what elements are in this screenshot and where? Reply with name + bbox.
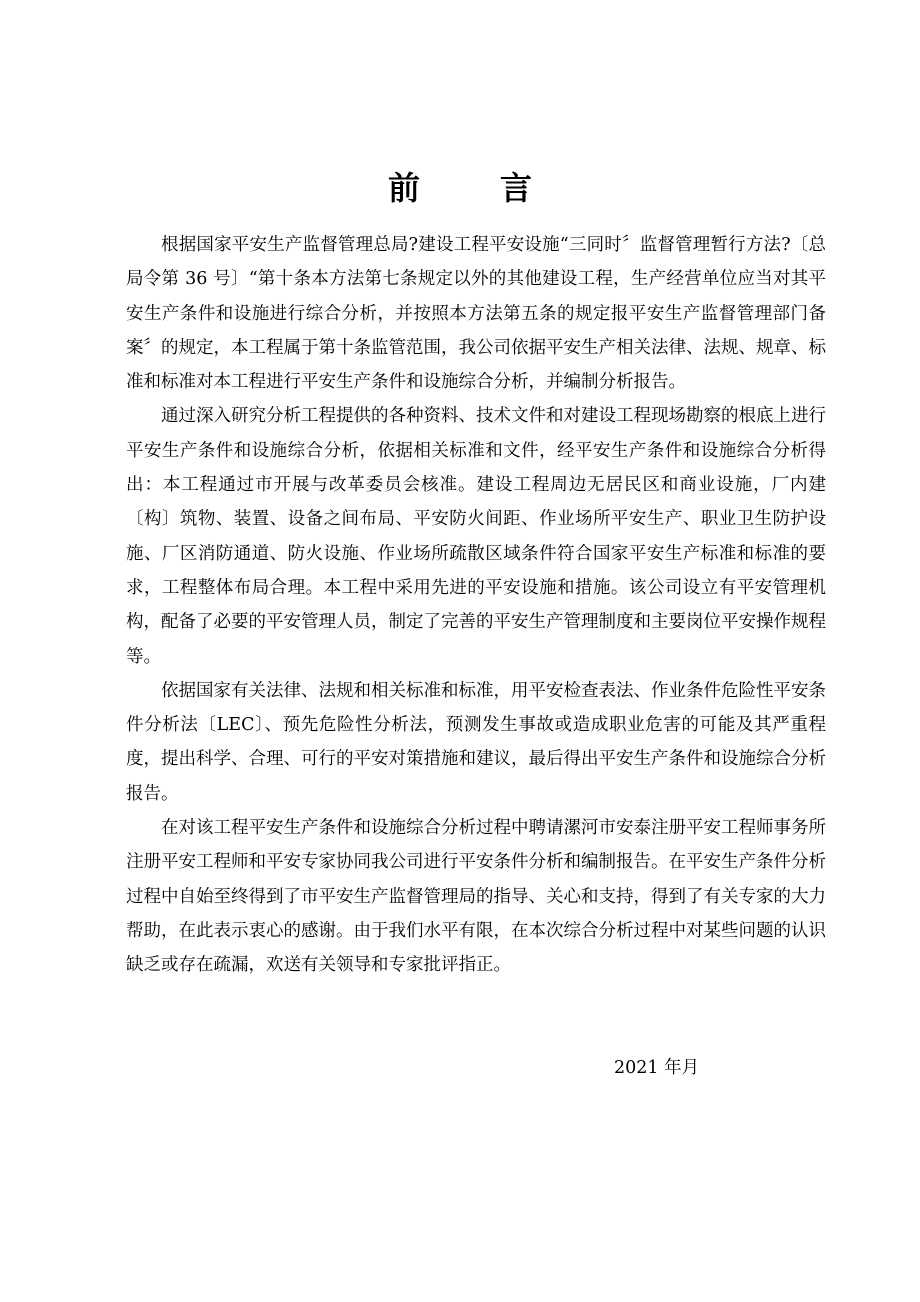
paragraph-legal-basis: 根据国家平安生产监督管理总局?建设工程平安设施“三同时〞监督管理暂行方法?〔总局令第 36 号〕“第十条本方法第七条规定以外的其他建设工程，生产经营单位应当对其平安生产条件和设施进行综合分析，并按照本方法第五条的规定报平安生产监督管理部门备案〞的规定，本工程属于第十条监管范围，我公司依据平安生产相关法律、法规、规章、标准和标准对本工程进行平安生产条件和设施综合分析，并编制分析报告。 [126, 235, 826, 393]
paragraph-methods: 依据国家有关法律、法规和相关标准和标准，用平安检查表法、作业条件危险性平安条件分析法〔LEC〕、预先危险性分析法，预测发生事故或造成职业危害的可能及其严重程度，提出科学、合理、可行的平安对策措施和建议，最后得出平安生产条件和设施综合分析报告。 [126, 680, 826, 804]
document-date: 2021 年月 [614, 1058, 700, 1078]
paragraph-analysis-summary: 通过深入研究分析工程提供的各种资料、技术文件和对建设工程现场勘察的根底上进行平安生产条件和设施综合分析，依据相关标准和文件，经平安生产条件和设施综合分析得出：本工程通过市开展与改革委员会核准。建设工程周边无居民区和商业设施，厂内建〔构〕筑物、装置、设备之间布局、平安防火间距、作业场所平安生产、职业卫生防护设施、厂区消防通道、防火设施、作业场所疏散区域条件符合国家平安生产标准和标准的要求，工程整体布局合理。本工程中采用先进的平安设施和措施。该公司设立有平安管理机构，配备了必要的平安管理人员，制定了完善的平安生产管理制度和主要岗位平安操作规程等。 [126, 406, 826, 667]
preface-body [126, 228, 826, 983]
paragraph-acknowledgements: 在对该工程平安生产条件和设施综合分析过程中聘请漯河市安泰注册平安工程师事务所注册平安工程师和平安专家协同我公司进行平安条件分析和编制报告。在平安生产条件分析过程中自始至终得到了市平安生产监督管理局的指导、关心和支持，得到了有关专家的大力帮助，在此表示衷心的感谢。由于我们水平有限，在本次综合分析过程中对某些问题的认识缺乏或存在疏漏，欢送有关领导和专家批评指正。 [126, 818, 826, 976]
page-title: 前言 [387, 169, 612, 207]
